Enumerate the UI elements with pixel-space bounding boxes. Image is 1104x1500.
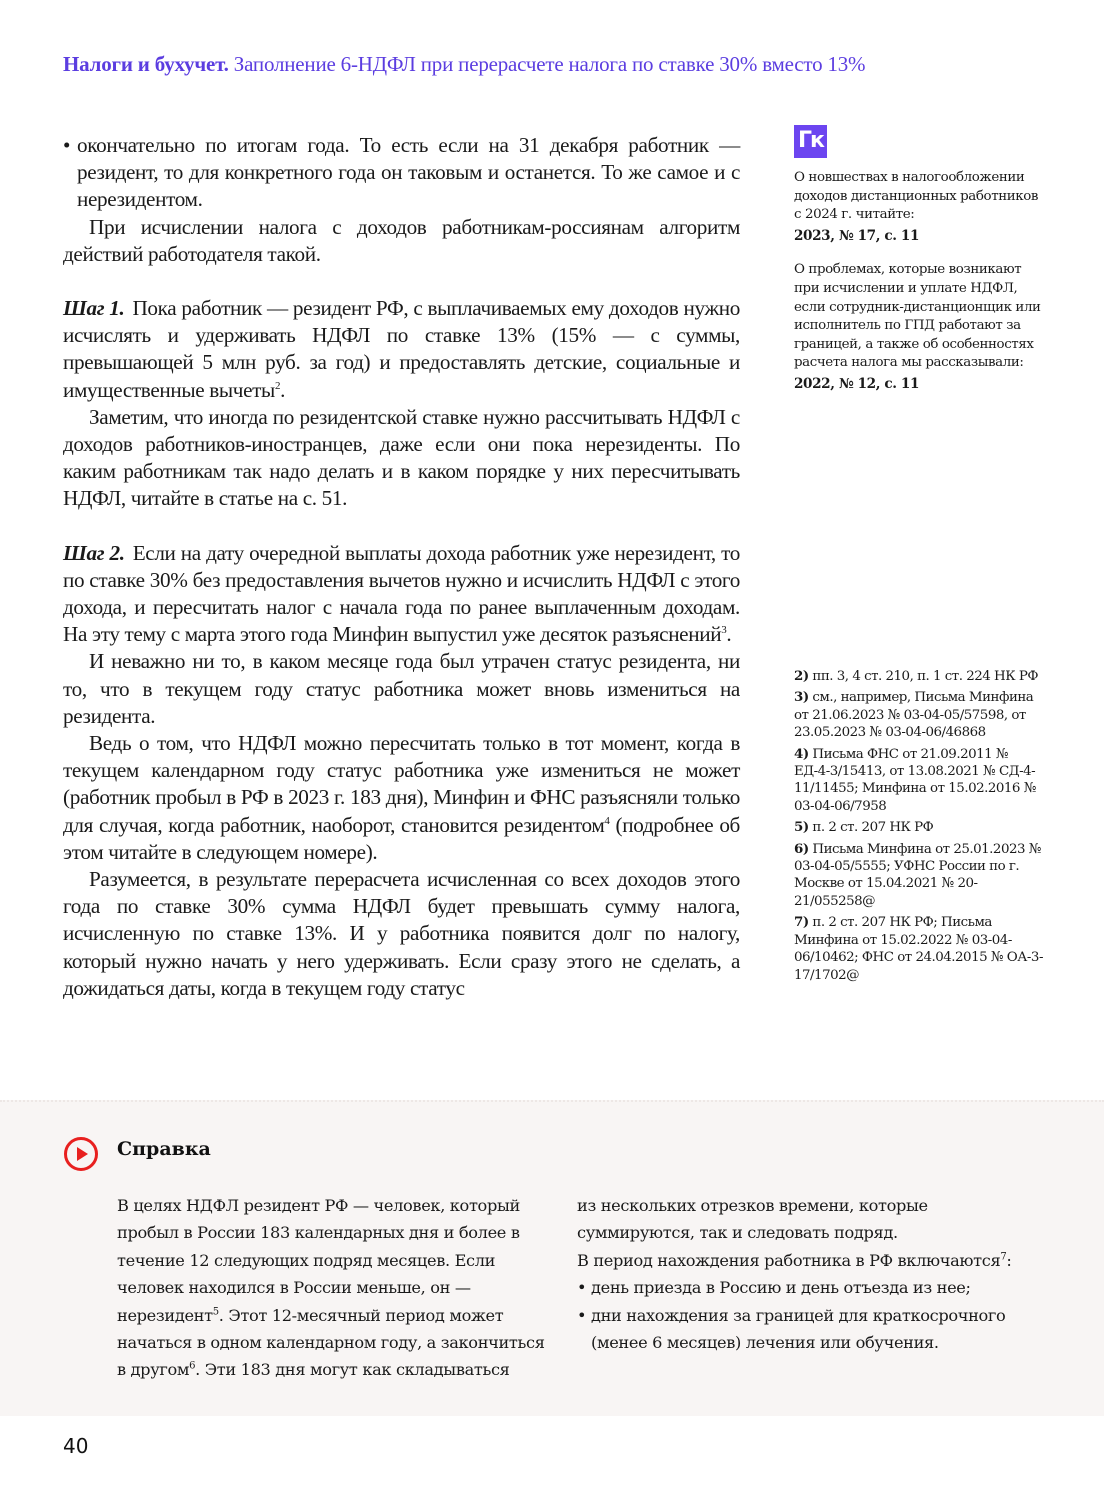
footnote: 6) Письма Минфина от 25.01.2023 № 03-04-05/5555; УФНС России по г. Москве от 15.04.2021 № 20-21/055258@ bbox=[794, 840, 1041, 909]
note-title: Справка bbox=[117, 1138, 211, 1160]
reference-issue-link[interactable]: 2023, № 17, с. 11 bbox=[794, 227, 920, 244]
bullet-icon: • bbox=[63, 133, 71, 157]
footnote-ref[interactable]: 7 bbox=[1000, 1251, 1007, 1263]
footnotes bbox=[794, 668, 1044, 988]
footnote-ref[interactable]: 2 bbox=[274, 379, 281, 392]
paragraph: Ведь о том, что НДФЛ можно пересчитать только в тот момент, когда в текущем календарном году статус работника уже измениться не может (работник пробыл в РФ в 2023 г. 183 дня), Минфин и ФНС разъясняли только для случая, когда работник, наоборот, становится резидентом$^4$ (подробнее об этом читайте в следующем номере). bbox=[63, 731, 740, 864]
note-paragraph: В период нахождения работника в РФ включаются$^7$: bbox=[577, 1250, 1012, 1270]
footnote: 5) п. 2 ст. 207 НК РФ bbox=[794, 819, 934, 836]
note-paragraph: В целях НДФЛ резидент РФ — человек, который пробыл в России 183 календарных дня и более в течение 12 следующих подряд месяцев. Если человек находился в России меньше, он — нерезидент$^5$. Этот 12-месячный период может начаться в одном календарном году, а закончиться в другом$^6$. Эти 183 дня могут как складываться bbox=[117, 1196, 545, 1380]
note-list-item: • дни нахождения за границей для краткосрочного (менее 6 месяцев) лечения или обучения. bbox=[577, 1302, 1017, 1357]
gk-logo-icon: Гк bbox=[794, 125, 827, 158]
paragraph: Разумеется, в результате перерасчета исчисленная со всех доходов этого года по ставке 30% сумма НДФЛ будет превышать сумму налога, исчисленную по ставке 13%. И у работника появится долг по налогу, который нужно начать у него удерживать. Если сразу этого не сделать, а дожидаться даты, когда в текущем году статус bbox=[63, 867, 740, 1000]
running-head bbox=[63, 52, 865, 77]
paragraph-continued: • окончательно по итогам года. То есть если на 31 декабря работник — резидент, то для конкретного года он таковым и останется. То же самое и с нерезидентом. bbox=[63, 133, 740, 212]
step-1: Шаг 1. Пока работник — резидент РФ, с выплачиваемых ему доходов нужно исчислять и удерживать НДФЛ по ставке 13% (15% — с суммы, превышающей 5 млн руб. за год) и предоставлять детские, социальные и имущественные вычеты$^2$. bbox=[63, 296, 740, 402]
paragraph: И неважно ни то, в каком месяце года был утрачен статус резидента, ни то, что в текущем году статус работника может вновь измениться на резидента. bbox=[63, 649, 740, 728]
footnote: 7) п. 2 ст. 207 НК РФ; Письма Минфина от 15.02.2022 № 03-04-06/10462; ФНС от 24.04.2015 № ОА-3-17/1702@ bbox=[794, 914, 1043, 983]
footnote: 3) см., например, Письма Минфина от 21.06.2023 № 03-04-05/57598, от 23.05.2023 № 03-04-06/46868 bbox=[794, 689, 1034, 741]
note-list-item: • день приезда в Россию и день отъезда из нее; bbox=[577, 1274, 1017, 1301]
footnote-ref[interactable]: 3 bbox=[721, 624, 727, 637]
play-circle-icon bbox=[63, 1136, 99, 1172]
footnote-ref[interactable]: 6 bbox=[189, 1361, 196, 1373]
reference-text: О проблемах, которые возникают при исчислении и уплате НДФЛ, если сотрудник-дистанционщик или исполнитель по ГПД работают за границей, а также об особенностях расчета налога мы рассказывали: bbox=[794, 262, 1041, 371]
footnote-ref[interactable]: 5 bbox=[212, 1306, 219, 1318]
step-label: Шаг 2. bbox=[63, 540, 125, 565]
article-body bbox=[63, 132, 740, 1002]
footnote-ref[interactable]: 4 bbox=[604, 814, 610, 827]
note-paragraph: из нескольких отрезков времени, которые суммируются, так и следовать подряд. bbox=[577, 1196, 928, 1243]
article-title: Заполнение 6-НДФЛ при перерасчете налога по ставке 30% вместо 13% bbox=[233, 52, 866, 76]
reference-issue-link[interactable]: 2022, № 12, с. 11 bbox=[794, 375, 920, 392]
bullet-icon: • bbox=[577, 1305, 587, 1325]
step-2: Шаг 2. Если на дату очередной выплаты дохода работник уже нерезидент, то по ставке 30% без предоставления вычетов нужно и исчислить НДФЛ с этого дохода, и пересчитать налог с начала года по ранее выплаченным доходам. На эту тему с марта этого года Минфин выпустил уже десяток разъяснений$^3$. bbox=[63, 540, 740, 647]
paragraph: При исчислении налога с доходов работникам-россиянам алгоритм действий работодателя такой. bbox=[63, 214, 740, 266]
sidebar-references bbox=[794, 125, 1044, 410]
step-label: Шаг 1. bbox=[63, 296, 125, 321]
reference-note-box bbox=[0, 1100, 1104, 1416]
note-column-left bbox=[117, 1192, 557, 1384]
footnote: 4) Письма ФНС от 21.09.2011 № ЕД-4-3/15413, от 13.08.2021 № СД-4-11/11455; Минфина от 15.02.2016 № 03-04-06/7958 bbox=[794, 745, 1036, 814]
paragraph: Заметим, что иногда по резидентской ставке нужно рассчитывать НДФЛ с доходов работников-иностранцев, даже если они пока нерезиденты. По каким работникам так надо делать и в каком порядке у них пересчитывать НДФЛ, читайте в статье на с. 51. bbox=[63, 404, 740, 511]
footnote: 2) пп. 3, 4 ст. 210, п. 1 ст. 224 НК РФ bbox=[794, 668, 1038, 684]
page-number: 40 bbox=[63, 1434, 89, 1458]
note-column-right bbox=[577, 1192, 1017, 1356]
section-name: Налоги и бухучет. bbox=[63, 52, 229, 76]
bullet-icon: • bbox=[577, 1278, 587, 1298]
reference-text: О новшествах в налогообложении доходов дистанционных работников с 2024 г. читайте: bbox=[794, 170, 1039, 223]
